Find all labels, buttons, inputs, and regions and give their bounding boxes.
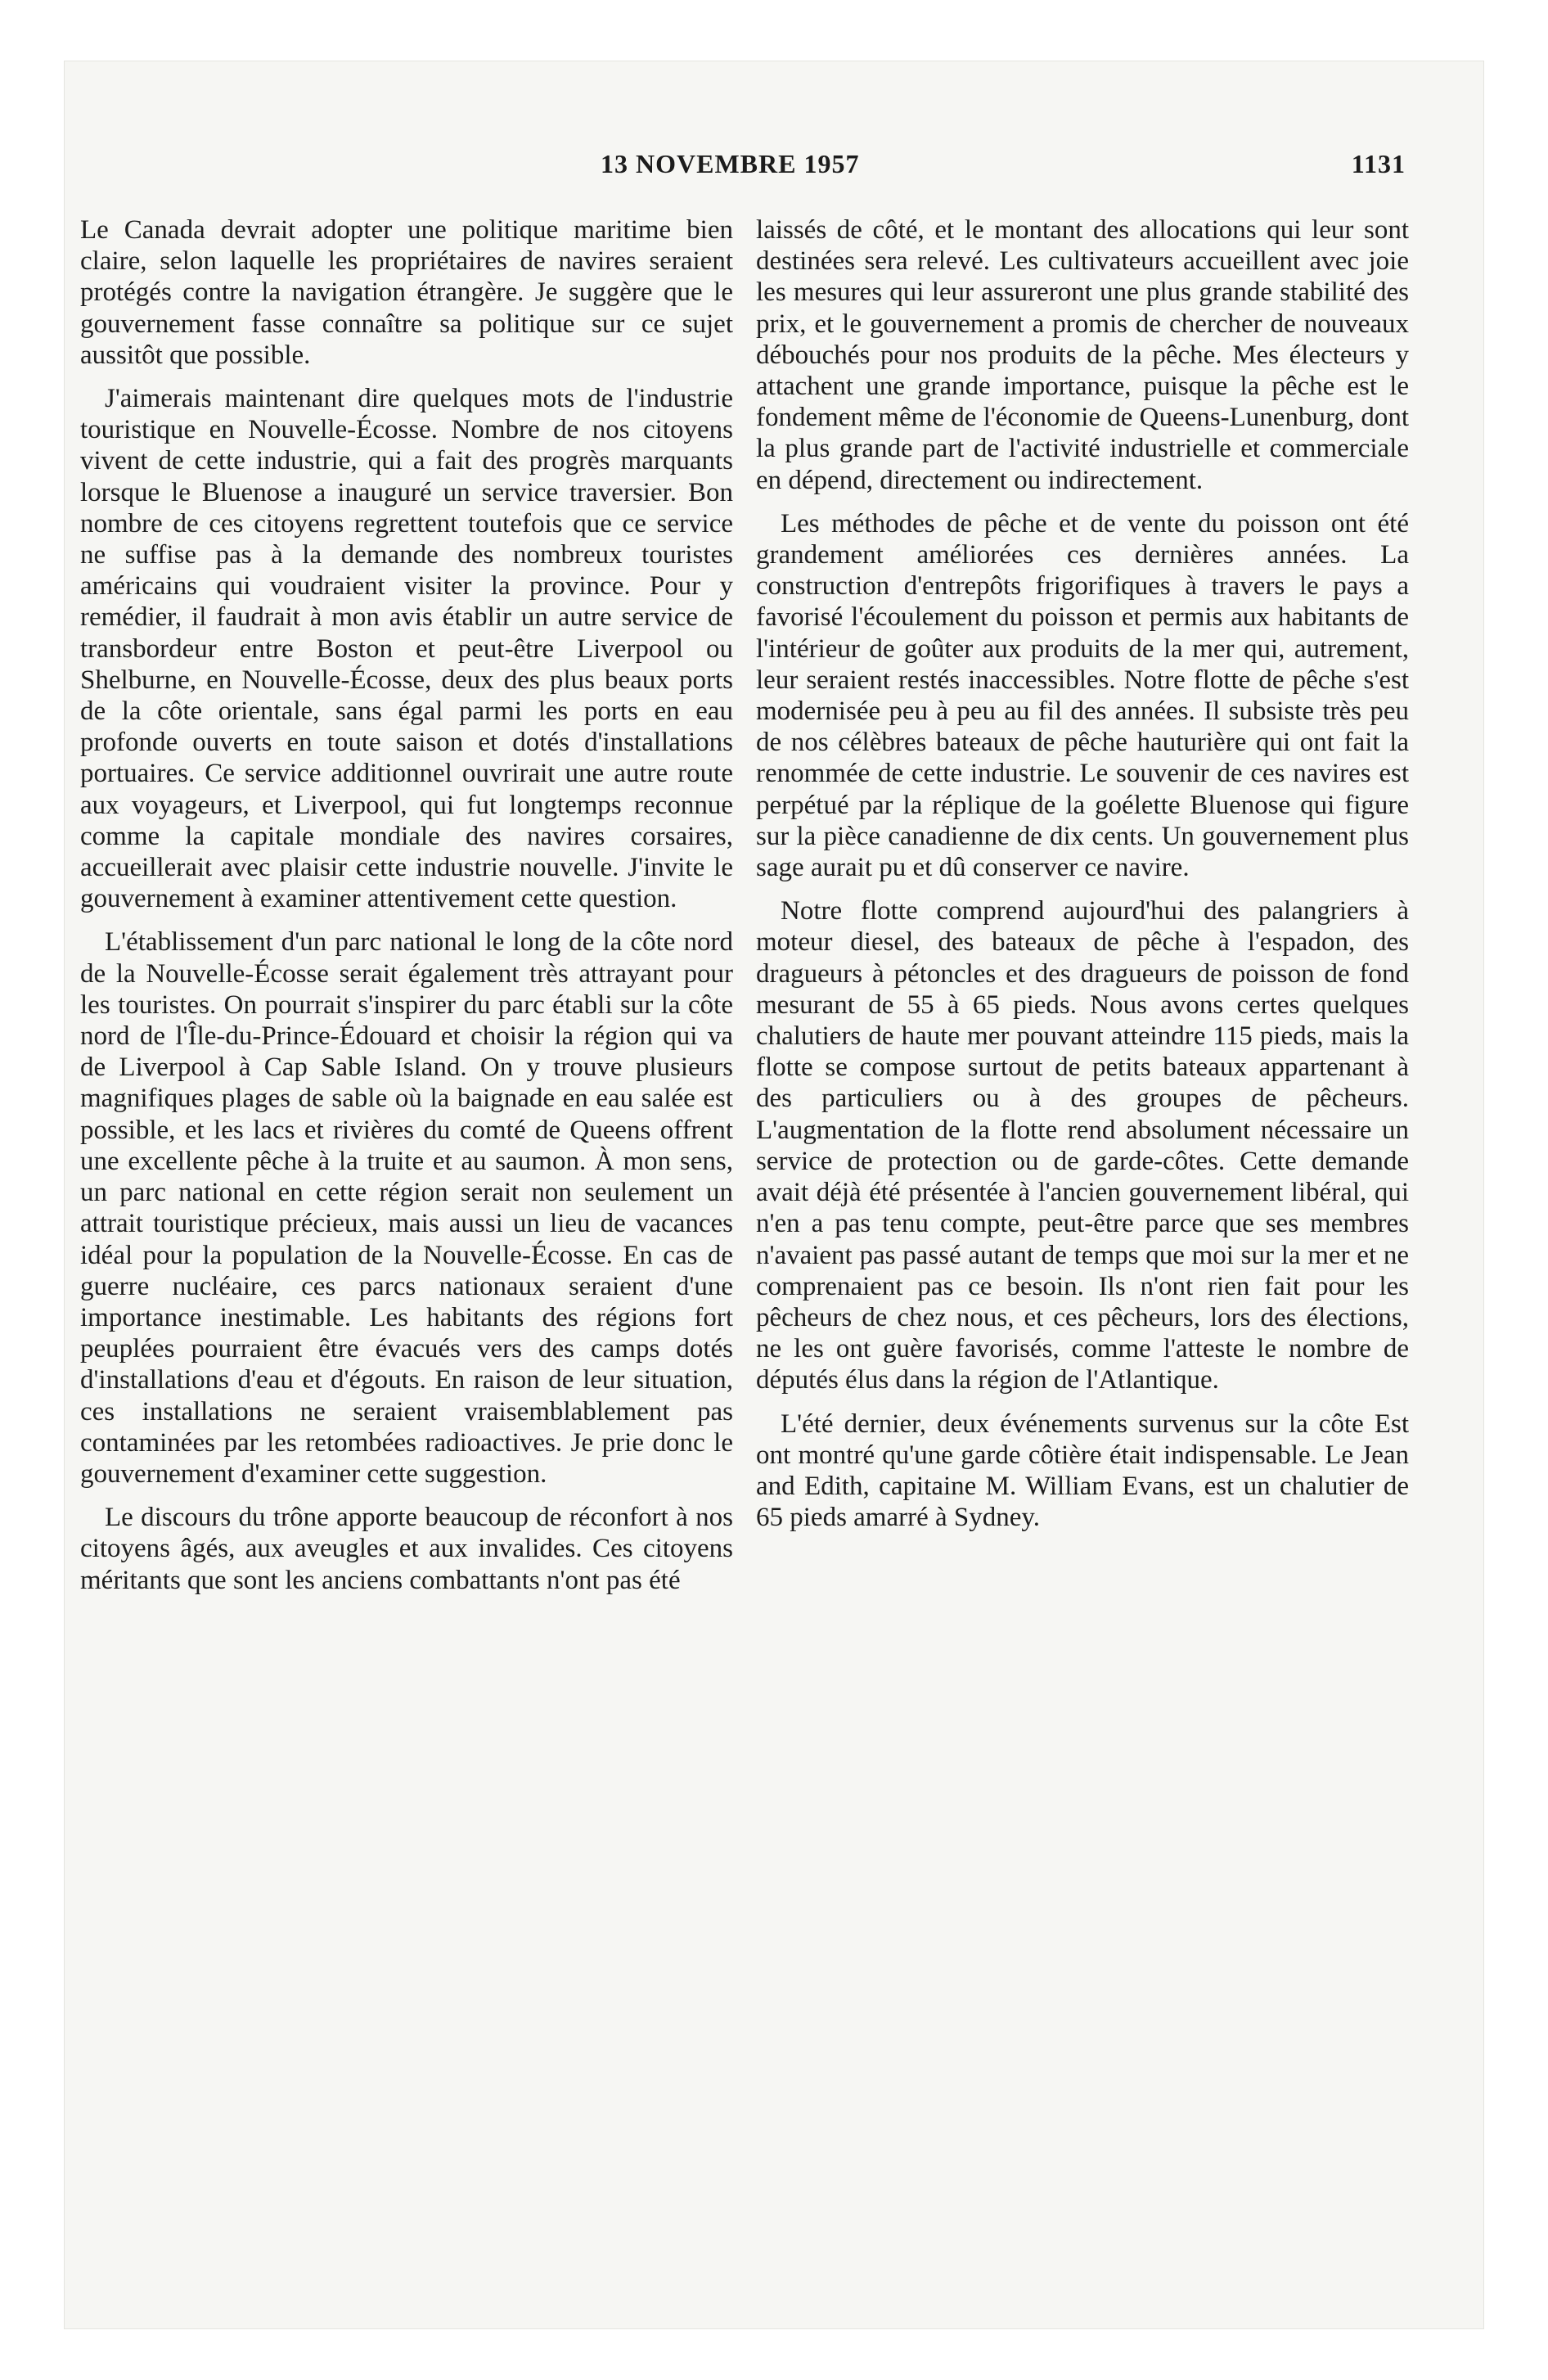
left-column <box>80 214 733 1596</box>
page-number: 1131 <box>1351 149 1406 178</box>
paragraph: Le discours du trône apporte beaucoup de réconfort à nos citoyens âgés, aux aveugles et aux invalides. Ces citoyens méritants que sont les anciens combattants n'ont pas été <box>80 1503 733 1595</box>
paragraph: L'été dernier, deux événements survenus sur la côte Est ont montré qu'une garde côtière était indispensable. Le Jean and Edith, capitaine M. William Evans, est un chalutier de 65 pieds amarré à Sydney. <box>756 1409 1409 1533</box>
paragraph: Le Canada devrait adopter une politique maritime bien claire, selon laquelle les propriétaires de navires seraient protégés contre la navigation étrangère. Je suggère que le gouvernement fasse connaître sa politique sur ce sujet aussitôt que possible. <box>80 215 733 370</box>
paragraph: laissés de côté, et le montant des allocations qui leur sont destinées sera relevé. Les cultivateurs accueillent avec joie les mesures qui leur assureront une plus grande stabilité des prix, et le gouvernement a promis de chercher de nouveaux débouchés pour nos produits de la pêche. Mes électeurs y attachent une grande importance, puisque la pêche est le fondement même de l'économie de Queens-Lunenburg, dont la plus grande part de l'activité industrielle et commerciale en dépend, directement ou indirectement. <box>756 215 1410 495</box>
paragraph: J'aimerais maintenant dire quelques mots de l'industrie touristique en Nouvelle-Écosse. Nombre de nos citoyens vivent de cette industrie, qui a fait des progrès marquants lorsque le Bluenose a inauguré un service traversier. Bon nombre de ces citoyens regrettent toutefois que ce service ne suffise pas à la demande des nombreux touristes américains qui voudraient visiter la province. Pour y remédier, il faudrait à mon avis établir un autre service de transbordeur entre Boston et peut-être Liverpool ou Shelburne, en Nouvelle-Écosse, deux des plus beaux ports de la côte orientale, sans égal parmi les ports en eau profonde ouverts en toute saison et dotés d'installations portuaires. Ce service additionnel ouvrirait une autre route aux voyageurs, et Liverpool, qui fut longtemps reconnue comme la capitale mondiale des navires corsaires, accueillerait avec plaisir cette industrie nouvelle. J'invite le gouvernement à examiner attentivement cette question. <box>80 384 733 914</box>
right-column <box>756 214 1409 1533</box>
paragraph: L'établissement d'un parc national le long de la côte nord de la Nouvelle-Écosse serait également très attrayant pour les touristes. On pourrait s'inspirer du parc établi sur la côte nord de l'Île-du-Prince-Édouard et choisir la région qui va de Liverpool à Cap Sable Island. On y trouve plusieurs magnifiques plages de sable où la baignade en eau salée est possible, et les lacs et rivières du comté de Queens offrent une excellente pêche à la truite et au saumon. À mon sens, un parc national en cette région serait non seulement un attrait touristique précieux, mais aussi un lieu de vacances idéal pour la population de la Nouvelle-Écosse. En cas de guerre nucléaire, ces parcs nationaux seraient d'une importance inestimable. Les habitants des régions fort peuplées pourraient être évacués vers des camps dotés d'installations d'eau et d'égouts. En raison de leur situation, ces installations ne seraient vraisemblablement pas contaminées par les retombées radioactives. Je prie donc le gouvernement d'examiner cette suggestion. <box>80 927 733 1489</box>
page-header <box>80 149 1406 198</box>
paragraph: Les méthodes de pêche et de vente du poisson ont été grandement améliorées ces dernières années. La construction d'entrepôts frigorifiques à travers le pays a favorisé l'écoulement du poisson et permis aux habitants de l'intérieur de goûter aux produits de la mer qui, autrement, leur seraient restés inaccessibles. Notre flotte de pêche s'est modernisée peu à peu au fil des années. Il subsiste très peu de nos célèbres bateaux de pêche hauturière qui ont fait la renommée de cette industrie. Le souvenir de ces navires est perpétué par la réplique de la goélette Bluenose qui figure sur la pièce canadienne de dix cents. Un gouvernement plus sage aurait pu et dû conserver ce navire. <box>756 508 1409 883</box>
paragraph: Notre flotte comprend aujourd'hui des palangriers à moteur diesel, des bateaux de pêche à l'espadon, des dragueurs à pétoncles et des dragueurs de poisson de fond mesurant de 55 à 65 pieds. Nous avons certes quelques chalutiers de haute mer pouvant atteindre 115 pieds, mais la flotte se compose surtout de petits bateaux appartenant à des particuliers ou à des groupes de pêcheurs. L'augmentation de la flotte rend absolument nécessaire un service de protection ou de garde-côtes. Cette demande avait déjà été présentée à l'ancien gouvernement libéral, qui n'en a pas tenu compte, peut-être parce que ses membres n'avaient pas passé autant de temps que moi sur la mer et ne comprenaient pas ce besoin. Ils n'ont rien fait pour les pêcheurs de chez nous, et ces pêcheurs, lors des élections, ne les ont guère favorisés, comme l'atteste le nombre de députés élus dans la région de l'Atlantique. <box>756 896 1409 1395</box>
header-date: 13 NOVEMBRE 1957 <box>601 149 860 178</box>
